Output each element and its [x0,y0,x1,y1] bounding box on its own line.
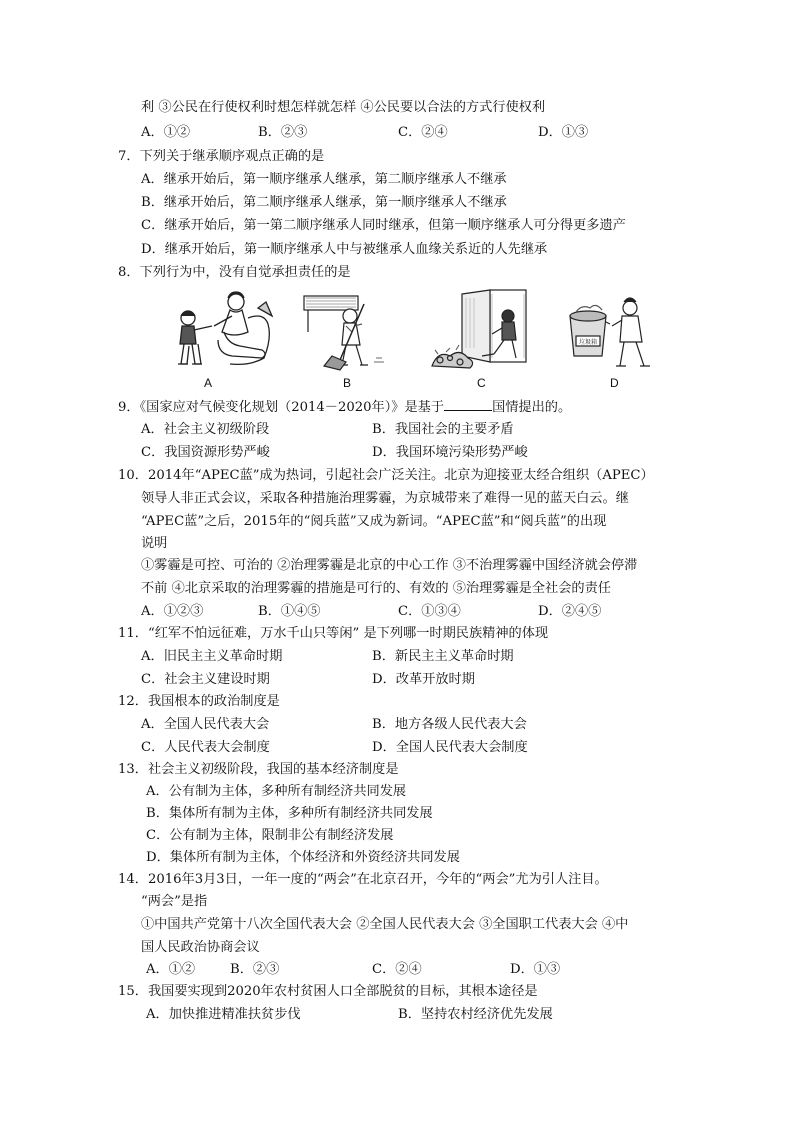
q8-picture-a [158,288,278,374]
q10-option-d: D．②④⑤ [538,604,602,619]
q10-line-1: 10．2014年“APEC蓝”成为热词，引起社会广泛关注。北京为迎接亚太经合组织（APEC） [118,468,654,483]
q10-option-b: B．①④⑤ [258,604,321,619]
q9-stem-after: 国情提出的。 [492,400,572,415]
q8-picture-d [566,290,662,374]
q11-option-a: A．旧民主主义革命时期 [141,649,283,664]
q13-option-c: C．公有制为主体，限制非公有制经济发展 [146,828,394,843]
q10-line-3: “APEC蓝”之后，2015年的“阅兵蓝”又成为新词。“APEC蓝”和“阅兵蓝”的出现 [141,514,607,529]
q13-stem: 13．社会主义初级阶段，我国的基本经济制度是 [118,762,399,777]
q8-stem: 8．下列行为中，没有自觉承担责任的是 [118,265,351,280]
q6-option-b: B．②③ [258,125,308,140]
q11-stem: 11．“红军不怕远征难，万水千山只等闲” 是下列哪一时期民族精神的体现 [118,626,549,641]
q7-option-b: B．继承开始后，第二顺序继承人继承，第一顺序继承人不继承 [141,195,507,210]
q9-option-b: B．我国社会的主要矛盾 [372,422,514,437]
q14-option-a: A．①② [146,962,196,977]
q13-option-d: D．集体所有制为主体，个体经济和外资经济共同发展 [146,850,460,865]
q12-option-c: C．人民代表大会制度 [141,740,270,755]
q14-line-1: 14．2016年3月3日，一年一度的“两会”在北京召开，今年的“两会”尤为引人注目。 [118,872,608,887]
q8-label-b: B [343,376,352,390]
q14-option-b: B．②③ [230,962,280,977]
q6-continuation: 利 ③公民在行使权利时想怎样就怎样 ④公民要以合法的方式行使权利 [141,100,546,115]
q8-label-d: D [610,376,619,390]
q14-option-c: C．②④ [372,962,422,977]
q8-bin-label: 垃圾箱 [578,339,598,346]
q10-option-c: C．①③④ [398,604,461,619]
q8-label-a: A [204,376,213,390]
q9-stem [118,398,571,417]
q6-option-a: A．①② [141,125,191,140]
q10-option-a: A．①②③ [141,604,204,619]
q11-option-c: C．社会主义建设时期 [141,672,270,687]
q10-line-2: 领导人非正式会议，采取各种措施治理雾霾，为京城带来了难得一见的蓝天白云。继 [141,491,629,506]
q8-label-c: C [477,376,486,390]
q9-answer-blank [444,398,492,411]
q9-option-d: D．我国环境污染形势严峻 [372,445,528,460]
q7-option-c: C．继承开始后，第一第二顺序继承人同时继承，但第一顺序继承人可分得更多遗产 [141,218,626,233]
q10-line-5: ①雾霾是可控、可治的 ②治理雾霾是北京的中心工作 ③不治理雾霾中国经济就会停滞 [141,558,638,573]
q10-line-4: 说明 [141,536,168,551]
q11-option-b: B．新民主主义革命时期 [372,649,514,664]
q14-line-3: ①中国共产党第十八次全国代表大会 ②全国人民代表大会 ③全国职工代表大会 ④中 [141,917,629,932]
q15-stem: 15．我国要实现到2020年农村贫困人口全部脱贫的目标，其根本途径是 [118,984,538,999]
q8-picture-c [426,288,530,374]
q7-option-a: A．继承开始后，第一顺序继承人继承，第二顺序继承人不继承 [141,172,507,187]
q12-option-d: D．全国人民代表大会制度 [372,740,528,755]
q8-picture-b [300,290,390,374]
q12-option-b: B．地方各级人民代表大会 [372,717,527,732]
q9-stem-before: 9．《国家应对气候变化规划（2014－2020年）》是基于 [118,400,445,415]
q12-option-a: A．全国人民代表大会 [141,717,270,732]
q7-stem: 7．下列关于继承顺序观点正确的是 [118,149,325,164]
q14-line-2: “两会”是指 [141,894,208,909]
q10-line-6: 不前 ④北京采取的治理雾霾的措施是可行的、有效的 ⑤治理雾霾是全社会的责任 [141,581,611,596]
q13-option-a: A．公有制为主体，多种所有制经济共同发展 [146,784,407,799]
q9-option-a: A．社会主义初级阶段 [141,422,270,437]
q15-option-b: B．坚持农村经济优先发展 [398,1007,553,1022]
q6-option-c: C．②④ [398,125,448,140]
q12-stem: 12．我国根本的政治制度是 [118,694,280,709]
q13-option-b: B．集体所有制为主体，多种所有制经济共同发展 [146,806,433,821]
q11-option-d: D．改革开放时期 [372,672,475,687]
q6-option-d: D．①③ [538,125,589,140]
q7-option-d: D．继承开始后，第一顺序继承人中与被继承人血缘关系近的人先继承 [141,242,548,257]
q9-option-c: C．我国资源形势严峻 [141,445,270,460]
q14-line-4: 国人民政治协商会议 [141,940,260,955]
q15-option-a: A．加快推进精准扶贫步伐 [146,1007,301,1022]
q14-option-d: D．①③ [510,962,561,977]
